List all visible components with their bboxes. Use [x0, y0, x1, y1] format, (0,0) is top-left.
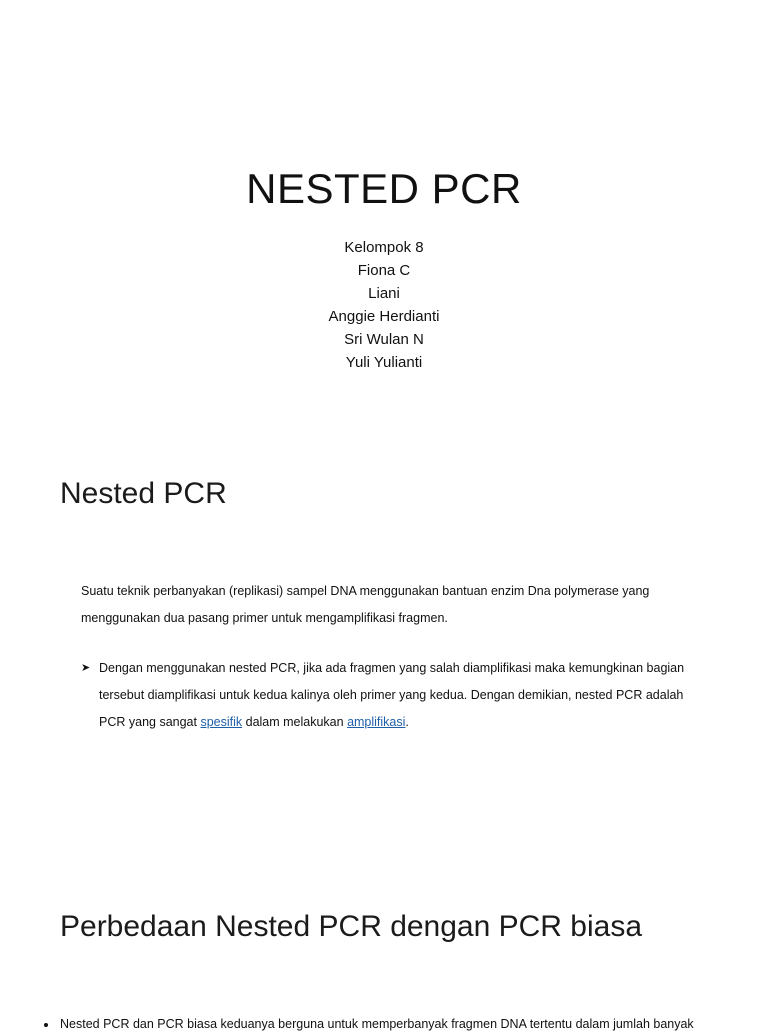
author-list: [0, 236, 768, 374]
author-line: Sri Wulan N: [344, 331, 424, 348]
comparison-text: Nested PCR dan PCR biasa keduanya berguna untuk memperbanyak fragmen DNA tertentu dalam jumlah banyak: [60, 1017, 694, 1031]
link-amplifikasi[interactable]: amplifikasi: [347, 715, 406, 729]
bullet-list: [81, 655, 701, 736]
bullet-item: [81, 655, 701, 736]
bullet-text: Dengan menggunakan nested PCR, jika ada fragmen yang salah diamplifikasi maka kemungkinan bagian tersebut diamplifikasi untuk kedua kalinya oleh primer yang kedua. Dengan demikian, nested PCR adalah PCR yang sangat: [99, 661, 685, 729]
bullet-text: dalam melakukan: [242, 715, 348, 729]
author-line: Kelompok 8: [344, 239, 424, 256]
title-slide: [0, 0, 768, 432]
author-line: Anggie Herdianti: [328, 308, 440, 325]
author-line: Liani: [368, 285, 400, 302]
definition-paragraph: Suatu teknik perbanyakan (replikasi) sampel DNA menggunakan bantuan enzim Dna polymerase yang menggunakan dua pasang primer untuk mengamplifikasi fragmen.: [81, 584, 650, 625]
arrow-bullet-icon: ➤: [81, 662, 91, 674]
definition-slide: [0, 445, 768, 875]
presentation-title: NESTED PCR: [246, 165, 522, 212]
section-heading: Nested PCR: [60, 477, 227, 510]
author-line: Yuli Yulianti: [345, 354, 423, 371]
comparison-slide: [0, 890, 768, 1031]
section-heading: Perbedaan Nested PCR dengan PCR biasa: [60, 910, 643, 943]
author-line: Fiona C: [357, 262, 411, 279]
bullet-text: .: [405, 715, 409, 729]
link-spesifik[interactable]: spesifik: [200, 715, 243, 729]
